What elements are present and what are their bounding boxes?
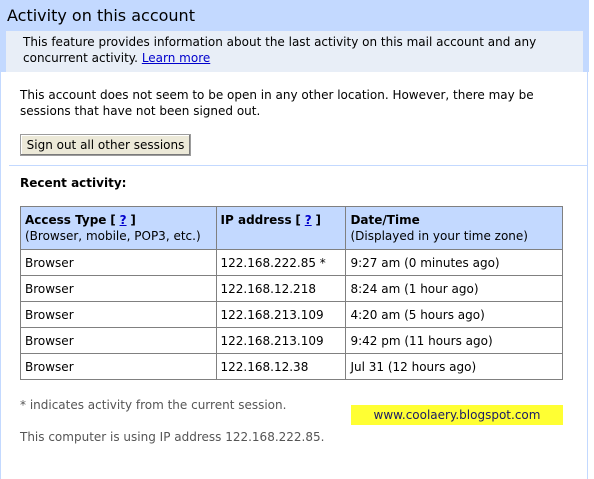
recent-activity-heading: Recent activity: <box>20 176 127 190</box>
section-divider <box>9 165 587 166</box>
ip-address-cell: 122.168.213.109 <box>216 302 346 328</box>
ip-address-cell: 122.168.12.38 <box>216 354 346 380</box>
access-type-cell: Browser <box>21 250 217 276</box>
table-header-row <box>21 207 563 250</box>
access-type-cell: Browser <box>21 354 217 380</box>
access-type-cell: Browser <box>21 328 217 354</box>
ip-address-cell: 122.168.213.109 <box>216 328 346 354</box>
ip-address-header: IP address [ ? ] <box>216 207 346 250</box>
ip-address-header-label: IP address <box>220 213 292 227</box>
table-row <box>21 276 563 302</box>
current-ip-note: This computer is using IP address 122.168.222.85. <box>20 430 325 444</box>
current-session-marker: * <box>319 255 326 270</box>
date-time-cell: 9:42 pm (11 hours ago) <box>346 328 563 354</box>
ip-address-value: 122.168.222.85 <box>220 255 316 270</box>
date-time-cell: 4:20 am (5 hours ago) <box>346 302 563 328</box>
access-type-header-sub: (Browser, mobile, POP3, etc.) <box>25 229 201 243</box>
access-type-cell: Browser <box>21 276 217 302</box>
current-session-footnote: * indicates activity from the current session. <box>20 398 287 412</box>
sign-out-all-sessions-button[interactable]: Sign out all other sessions <box>20 134 191 156</box>
access-type-help-link[interactable]: ? <box>119 213 127 227</box>
page-title: Activity on this account <box>7 6 195 25</box>
date-time-header-label: Date/Time <box>350 213 420 227</box>
date-time-header-sub: (Displayed in your time zone) <box>350 229 528 243</box>
access-type-header: Access Type [ ? ] (Browser, mobile, POP3, etc.) <box>21 207 217 250</box>
learn-more-link[interactable]: Learn more <box>141 51 211 65</box>
description-text: This feature provides information about the last activity on this mail account and any concurrent activity. <box>23 35 537 65</box>
ip-address-cell <box>216 250 346 276</box>
table-row <box>21 302 563 328</box>
panel-header <box>1 0 589 72</box>
blog-watermark: www.coolaery.blogspot.com <box>351 405 563 425</box>
table-row <box>21 354 563 380</box>
session-notice: This account does not seem to be open in any other location. However, there may be sessions that have not been signed out. <box>20 88 534 118</box>
access-type-header-label: Access Type <box>25 213 107 227</box>
recent-activity-table <box>20 206 563 380</box>
date-time-cell: Jul 31 (12 hours ago) <box>346 354 563 380</box>
table-row <box>21 250 563 276</box>
feature-description <box>6 31 583 72</box>
date-time-cell: 9:27 am (0 minutes ago) <box>346 250 563 276</box>
access-type-cell: Browser <box>21 302 217 328</box>
table-row <box>21 328 563 354</box>
date-time-header <box>346 207 563 250</box>
ip-address-cell: 122.168.12.218 <box>216 276 346 302</box>
ip-address-help-link[interactable]: ? <box>304 213 312 227</box>
date-time-cell: 8:24 am (1 hour ago) <box>346 276 563 302</box>
